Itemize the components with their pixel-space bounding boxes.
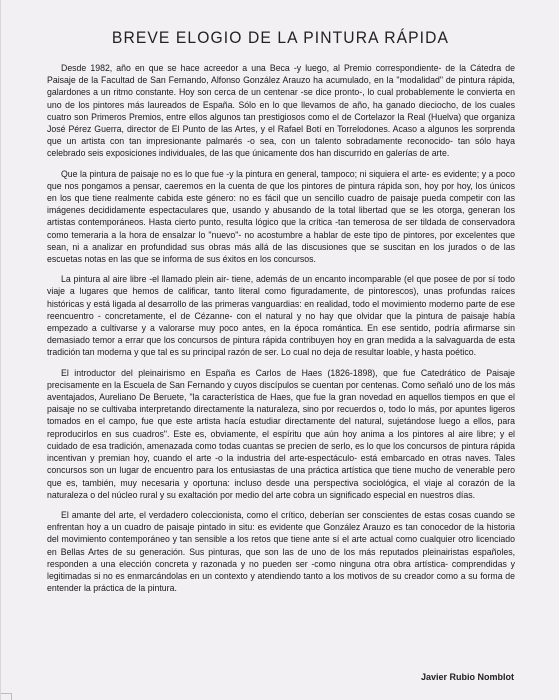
paragraph-3: La pintura al aire libre -el llamado plein air- tiene, además de un encanto incomparable (el que posee de por sí todo viaje a lugares que hemos de calificar, tanto literal como figuradamente, de pintorescos), unas profundas raíces históricas y está ligada al desarrollo de las primeras vanguardias: en realidad, todo el movimiento moderno parte de ese reencuentro - concretamente, el de Cézanne- con el natural y no hay que olvidar que la pintura de paisaje había empezado a cultivarse y a valorarse muy poco antes, en la época romántica. En ese sentido, podría afirmarse sin demasiado temor a errar que los concursos de pintura rápida contribuyen hoy en gran medida a la salvaguarda de esta tradición tan moderna y que tal es su principal razón de ser. Lo cual no deja de resultar loable, y hasta poético. bbox=[47, 274, 515, 358]
paragraph-5: El amante del arte, el verdadero coleccionista, como el crítico, deberían ser conscientes de estas cosas cuando se enfrentan hoy a un cuadro de paisaje pintado in situ: es evidente que González Arauzo es tan conocedor de la historia del movimiento contemporáneo y tan sensible a los retos que tiene ante sí el arte actual como cualquier otro licenciado en Bellas Artes de su generación. Sus pinturas, que son las de uno de los más reputados pleinairistas españoles, responden a una elección concreta y razonada y no pueden ser -como ninguna otra obra artística- comprendidas y legitimadas si no es enmarcándolas en un contexto y atendiendo tanto a los motivos de su creador como a su forma de entender la práctica de la pintura. bbox=[47, 509, 515, 594]
page-corner-mark bbox=[1, 693, 12, 700]
paragraph-4: El introductor del pleinairismo en España es Carlos de Haes (1826-1898), que fue Catedrático de Paisaje precisamente en la Escuela de San Fernando y cuyos discípulos se cuentan por centenas. Como señaló uno de los más aventajados, Aureliano De Beruete, "la característica de Haes, que fue la gran novedad en aquellos tiempos en que el paisaje no se cultivaba interpretando directamente la naturaleza, sino por recuerdos o, todo lo más, por apuntes ligeros tomados en el campo, fue que este artista hacía estudiar directamente del natural, sujetándose luego a ellos, para reproducirlos en sus cuadros". Este es, obviamente, el espíritu que aún hoy anima a los pintores al aire libre; y el cuidado de esa tradición, amenazada como todas cuantas se precien de serlo, es lo que los concursos de pintura rápida incentivan y premian hoy, cuando el arte -o la industria del arte-espectáculo- está embarcado en otras naves. Tales concursos son un lugar de encuentro para los entusiastas de una práctica artística que tiene mucho de venerable pero que es, también, muy necesaria y oportuna: incluso desde una perspectiva sociológica, el viaje al corazón de la naturaleza o del núcleo rural y su exaltación por medio del arte cobra un significado especial en nuestros días. bbox=[47, 367, 515, 500]
author-signature: Javier Rubio Nomblot bbox=[420, 672, 514, 682]
article-body bbox=[47, 62, 515, 602]
page-title: BREVE ELOGIO DE LA PINTURA RÁPIDA bbox=[111, 28, 450, 47]
paragraph-1: Desde 1982, año en que se hace acreedor a una Beca -y luego, al Premio correspondiente- de la Cátedra de Paisaje de la Facultad de San Fernando, Alfonso González Arauzo ha acumulado, en la "modalidad" de pintura rápida, galardones a un ritmo constante. Hoy son cerca de un centenar -se dice pronto-, lo cual probablemente le convierta en uno de los pintores más laureados de España. Sólo en lo que llevamos de año, ha ganado dieciocho, de los cuales cuatro son Primeros Premios, entre ellos algunos tan prestigiosos como el de Cortelazor la Real (Huelva) que organiza José Pérez Guerra, director de El Punto de las Artes, y el Rafael Botí en Torrelodones. Acaso a algunos les sorprenda que un artista con tan impresionante palmarés -o sea, con un talento sobradamente reconocido- tan sólo haya celebrado seis exposiciones individuales, de las que únicamente dos han discurrido en galerías de arte. bbox=[47, 63, 515, 159]
paragraph-2: Que la pintura de paisaje no es lo que fue -y la pintura en general, tampoco; ni siquiera el arte- es evidente; y a poco que nos pongamos a pensar, caeremos en la cuenta de que los pintores de pintura rápida son, hoy por hoy, los únicos en los que tiene realmente cabida este género: no es fácil que un sencillo cuadro de paisaje pueda competir con las imágenes decididamente espectaculares que, usando y abusando de la total libertad que se les otorga, generan los artistas contemporáneos. Hasta cierto punto, resulta lógico que la crítica -tan temerosa de ser tildada de conservadora como temeraria a la hora de ensalzar lo "nuevo"- no acostumbre a hablar de este tipo de pintores, por excelentes que sean, ni a analizar en profundidad sus obras más allá de las discusiones que se suscitan en los jurados o de las escuetas notas en las que se informa de sus éxitos en los concursos. bbox=[47, 168, 515, 265]
